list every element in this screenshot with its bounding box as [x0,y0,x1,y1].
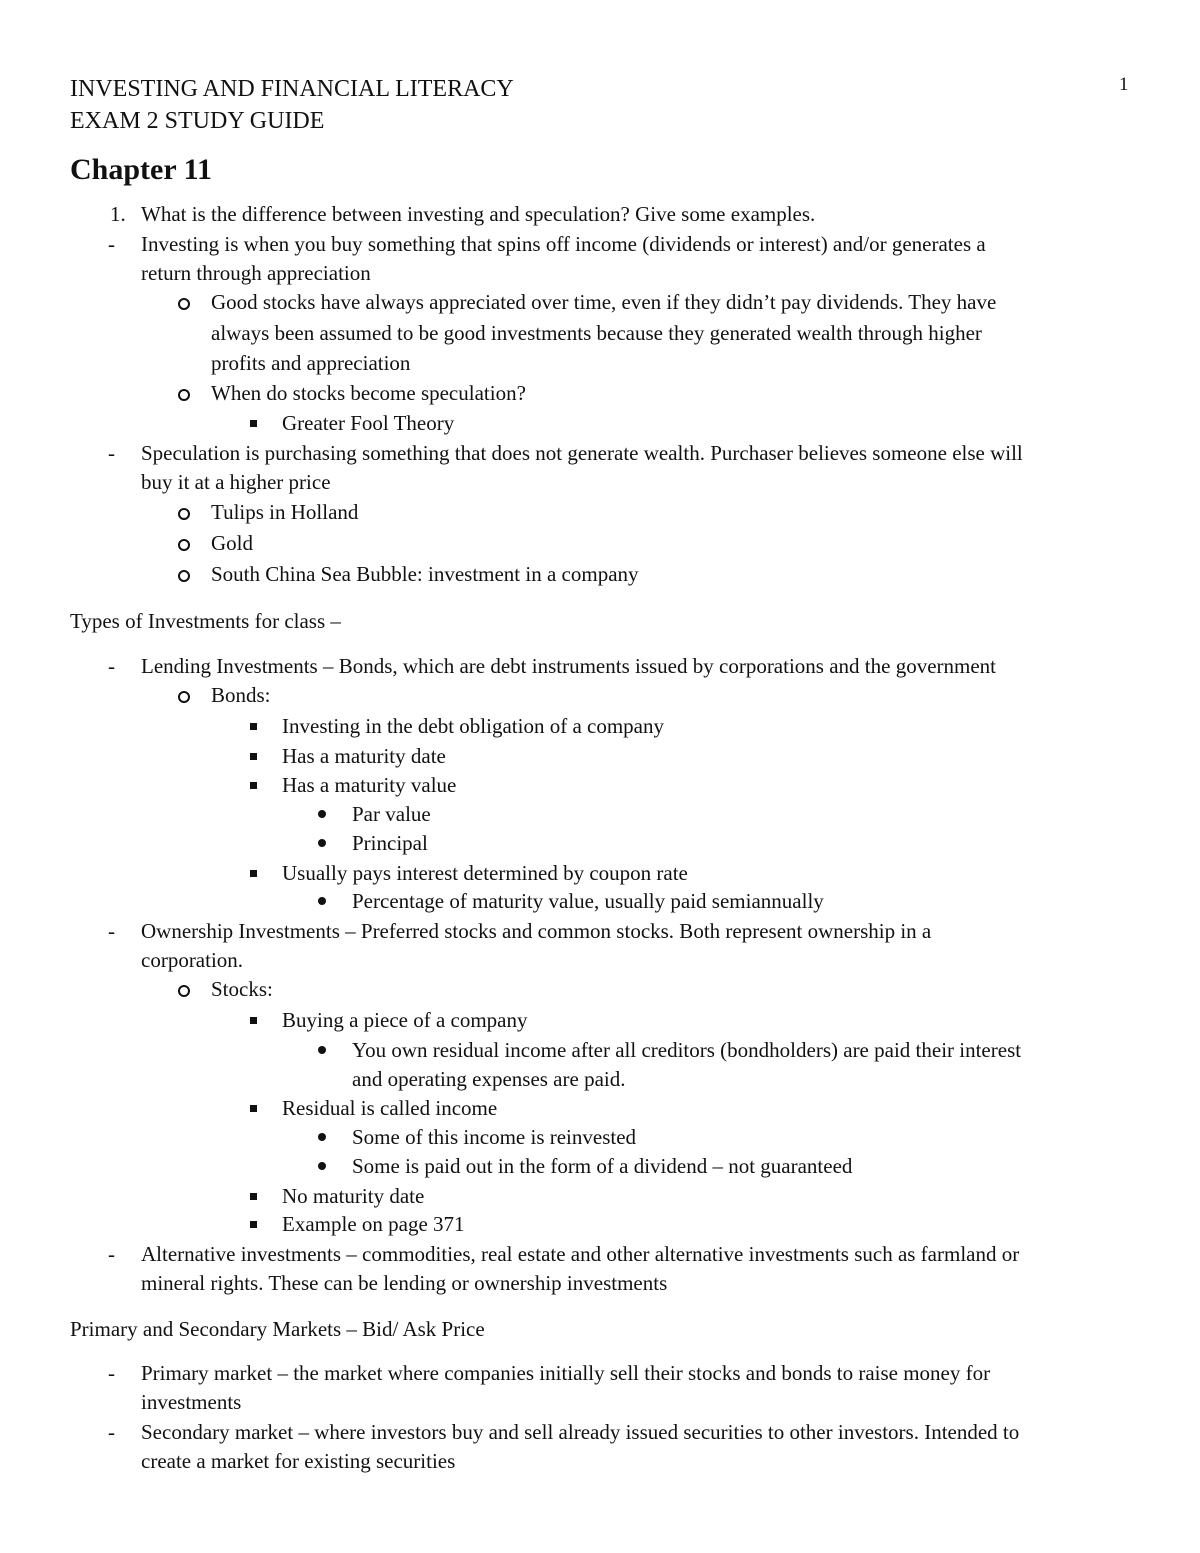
circle-bullet-icon [178,389,190,401]
alternative-investments-text-cont: mineral rights. These can be lending or ownership investments [141,1271,668,1295]
bond-point: Usually pays interest determined by coupon rate [282,861,688,885]
dash-bullet: - [108,654,115,678]
stock-subpoint: Some of this income is reinvested [352,1125,637,1149]
course-title: INVESTING AND FINANCIAL LITERACY [70,76,514,102]
circle-bullet-icon [178,508,190,520]
ownership-investments-text: Ownership Investments – Preferred stocks and common stocks. Both represent ownership in a [141,919,932,943]
investing-definition: Investing is when you buy something that spins off income (dividends or interest) and/or generates a [141,232,986,256]
square-bullet-icon [250,1017,257,1024]
dash-bullet: - [108,1420,115,1444]
square-bullet-icon [250,420,257,427]
stock-subpoint: You own residual income after all creditors (bondholders) are paid their interest [352,1038,1022,1062]
square-bullet-icon [250,723,257,730]
circle-bullet-icon [178,985,190,997]
bond-subpoint: Principal [352,831,428,855]
dot-bullet-icon [318,897,326,905]
square-bullet-icon [250,753,257,760]
question-number: 1. [110,202,126,226]
bond-point: Investing in the debt obligation of a company [282,714,664,738]
when-speculation-text: When do stocks become speculation? [211,381,526,405]
investing-definition-cont: return through appreciation [141,261,371,285]
alternative-investments-text: Alternative investments – commodities, real estate and other alternative investments such as farmland or [141,1242,1020,1266]
lending-investments-text: Lending Investments – Bonds, which are debt instruments issued by corporations and the government [141,654,997,678]
circle-bullet-icon [178,691,190,703]
markets-heading: Primary and Secondary Markets – Bid/ Ask Price [70,1317,485,1341]
square-bullet-icon [250,870,257,877]
square-bullet-icon [250,782,257,789]
stock-point: Buying a piece of a company [282,1008,528,1032]
speculation-definition: Speculation is purchasing something that does not generate wealth. Purchaser believes someone else will [141,441,1023,465]
dash-bullet: - [108,919,115,943]
circle-bullet-icon [178,298,190,310]
stock-subpoint-cont: and operating expenses are paid. [352,1067,626,1091]
stock-point: Residual is called income [282,1096,498,1120]
speculation-example: Tulips in Holland [211,500,359,524]
dash-bullet: - [108,1361,115,1385]
circle-bullet-icon [178,539,190,551]
question-text: What is the difference between investing and speculation? Give some examples. [141,202,816,226]
bond-subpoint: Par value [352,802,431,826]
dot-bullet-icon [318,810,326,818]
speculation-example: Gold [211,531,253,555]
stock-subpoint: Some is paid out in the form of a dividend – not guaranteed [352,1154,853,1178]
stock-point: Example on page 371 [282,1212,465,1236]
good-stocks-text: Good stocks have always appreciated over time, even if they didn’t pay dividends. They have [211,290,997,314]
dot-bullet-icon [318,1162,326,1170]
dot-bullet-icon [318,1133,326,1141]
speculation-definition-cont: buy it at a higher price [141,470,331,494]
bond-point: Has a maturity date [282,744,446,768]
secondary-market-text: Secondary market – where investors buy and sell already issued securities to other investors. Intended to [141,1420,1020,1444]
square-bullet-icon [250,1193,257,1200]
guide-subtitle: EXAM 2 STUDY GUIDE [70,108,325,134]
bond-subpoint: Percentage of maturity value, usually paid semiannually [352,889,824,913]
good-stocks-text-cont2: profits and appreciation [211,351,411,375]
dash-bullet: - [108,1242,115,1266]
page-number: 1 [1119,74,1129,95]
good-stocks-text-cont: always been assumed to be good investments because they generated wealth through higher [211,321,982,345]
circle-bullet-icon [178,570,190,582]
primary-market-text: Primary market – the market where companies initially sell their stocks and bonds to raise money for [141,1361,991,1385]
primary-market-text-cont: investments [141,1390,242,1414]
speculation-example: South China Sea Bubble: investment in a company [211,562,639,586]
square-bullet-icon [250,1105,257,1112]
dot-bullet-icon [318,839,326,847]
dash-bullet: - [108,441,115,465]
types-heading: Types of Investments for class – [70,609,341,633]
bond-point: Has a maturity value [282,773,457,797]
dash-bullet: - [108,232,115,256]
chapter-heading: Chapter 11 [70,153,212,186]
stocks-label: Stocks: [211,977,273,1001]
square-bullet-icon [250,1221,257,1228]
dot-bullet-icon [318,1046,326,1054]
bonds-label: Bonds: [211,683,271,707]
ownership-investments-text-cont: corporation. [141,948,244,972]
greater-fool-text: Greater Fool Theory [282,411,455,435]
stock-point: No maturity date [282,1184,425,1208]
secondary-market-text-cont: create a market for existing securities [141,1449,456,1473]
